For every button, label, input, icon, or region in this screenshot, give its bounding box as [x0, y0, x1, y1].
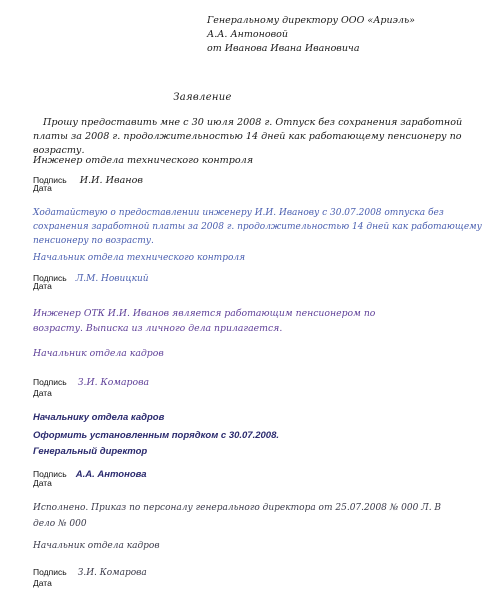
addressee-line-3: от Иванова Ивана Ивановича — [207, 43, 360, 54]
execution-date-label: Дата — [33, 578, 52, 588]
petition-text — [33, 206, 482, 248]
application-signature-value: И.И. Иванов — [79, 175, 143, 186]
addressee-header — [207, 14, 415, 56]
document-title: Заявление — [173, 92, 232, 103]
addressee-line-2: А.А. Антоновой — [207, 29, 288, 40]
petition-signature-label: Подпись — [33, 273, 67, 283]
execution-signature-label: Подпись — [33, 567, 67, 577]
petition-line-3: пенсионеру по возрасту. — [33, 236, 154, 246]
petition-line-1: Ходатайствую о предоставлении инженеру И.И. Иванову с 30.07.2008 отпуска без — [33, 208, 444, 218]
petition-position: Начальник отдела технического контроля — [33, 253, 246, 263]
application-text — [33, 116, 462, 158]
hr-note-signature-value: З.И. Комарова — [77, 377, 150, 388]
execution-text — [33, 500, 441, 532]
execution-line-1: Исполнено. Приказ по персоналу генерального директора от 25.07.2008 № 000 Л. В — [33, 503, 442, 513]
resolution-signature-value: А.А. Антонова — [75, 469, 147, 480]
execution-signature-value: З.И. Комарова — [77, 568, 147, 578]
petition-date-label: Дата — [33, 281, 52, 291]
hr-note-signature-row — [33, 370, 149, 390]
application-date-label: Дата — [33, 183, 52, 193]
application-signature-label: Подпись — [33, 175, 67, 185]
hr-note-line-2: возрасту. Выписка из личного дела прилагается. — [33, 323, 283, 334]
petition-line-2: сохранения заработной платы за 2008 г. продолжительностью 14 дней как работающему — [33, 222, 482, 232]
petition-signature-value: Л.М. Новицкий — [75, 274, 149, 284]
application-line-3: возрасту. — [33, 145, 85, 156]
hr-note-line-1: Инженер ОТК И.И. Иванов является работающим пенсионером по — [33, 308, 376, 319]
addressee-line-1: Генеральному директору ООО «Ариэль» — [207, 15, 415, 26]
resolution-line-1: Начальнику отдела кадров — [33, 412, 165, 423]
application-position: Инженер отдела технического контроля — [33, 155, 254, 166]
hr-note-position: Начальник отдела кадров — [33, 348, 164, 359]
resolution-signature-label: Подпись — [33, 469, 67, 479]
execution-line-2: дело № 000 — [33, 519, 87, 529]
execution-position: Начальник отдела кадров — [33, 541, 160, 551]
hr-note-text — [33, 306, 375, 336]
application-line-2: платы за 2008 г. продолжительностью 14 дней как работающему пенсионеру по — [33, 131, 462, 142]
resolution-date-label: Дата — [33, 478, 52, 488]
resolution-line-2: Оформить установленным порядком с 30.07.2008. — [33, 430, 280, 441]
application-line-1: Прошу предоставить мне с 30 июля 2008 г. Отпуск без сохранения заработной — [43, 117, 463, 128]
resolution-line-3: Генеральный директор — [33, 446, 148, 457]
hr-note-signature-label: Подпись — [33, 377, 67, 387]
hr-note-date-label: Дата — [33, 388, 52, 398]
